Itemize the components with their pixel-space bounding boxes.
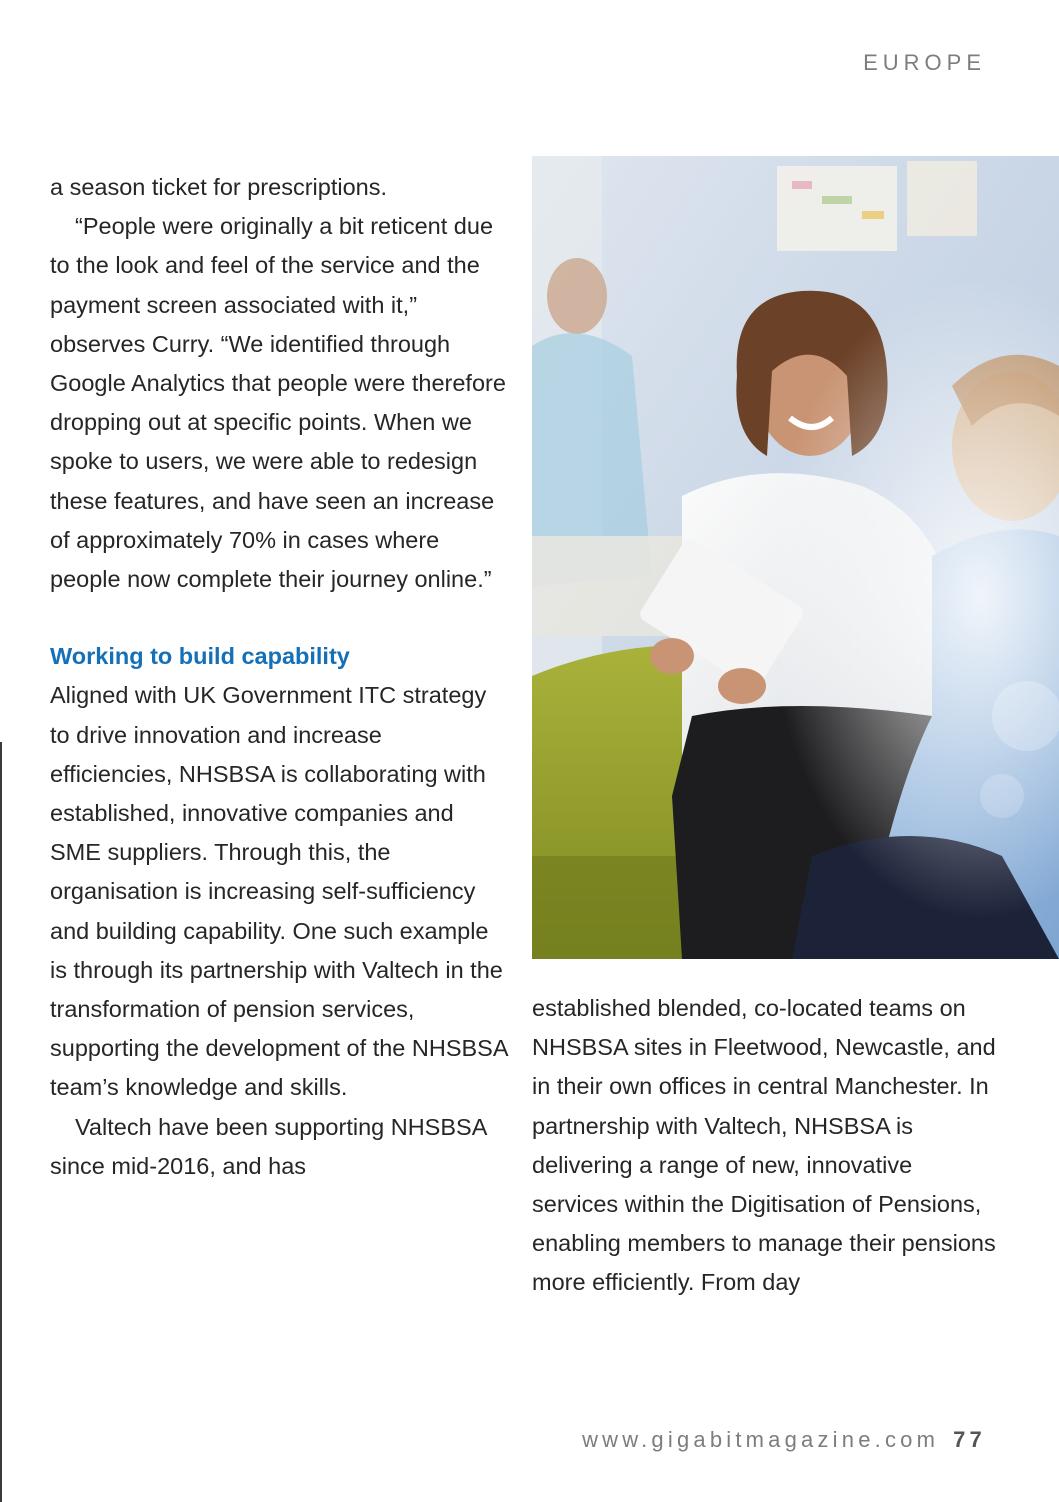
page-number: 77 xyxy=(953,1427,986,1452)
paragraph: established blended, co-located teams on NHSBSA sites in Fleetwood, Newcastle, and in their own offices in central Manchester. In partnership with Valtech, NHSBSA is delivering a range of new, innovative services within the Digitisation of Pensions, enabling members to manage their pensions more efficiently. From day xyxy=(532,995,996,1296)
article-column-right xyxy=(532,989,1002,1303)
left-margin-rule xyxy=(0,742,2,1502)
paragraph: Valtech have been supporting NHSBSA since mid-2016, and has xyxy=(50,1113,487,1179)
article-photo xyxy=(532,156,1059,959)
article-column-left xyxy=(50,168,510,1186)
paragraph: a season ticket for prescriptions. xyxy=(50,174,387,200)
paragraph: “People were originally a bit reticent due to the look and feel of the service and the payment screen associated with it,” observes Curry. “We identified through Google Analytics that people were therefore dropping out at specific points. When we spoke to users, we were able to redesign these features, and have seen an increase of approximately 70% in cases where people now complete their journey online.” xyxy=(50,213,506,593)
section-subheading: Working to build capability xyxy=(50,643,350,670)
footer xyxy=(582,1427,986,1453)
paragraph: Aligned with UK Government ITC strategy to drive innovation and increase efficiencies, NHSBSA is collaborating with established, innovative companies and SME suppliers. Through this, the organisation is increasing self-sufficiency and building capability. One such example is through its partnership with Valtech in the transformation of pension services, supporting the development of the NHSBSA team’s knowledge and skills. xyxy=(50,682,508,1101)
section-label: EUROPE xyxy=(863,50,986,75)
website-url: www.gigabitmagazine.com xyxy=(582,1427,940,1452)
